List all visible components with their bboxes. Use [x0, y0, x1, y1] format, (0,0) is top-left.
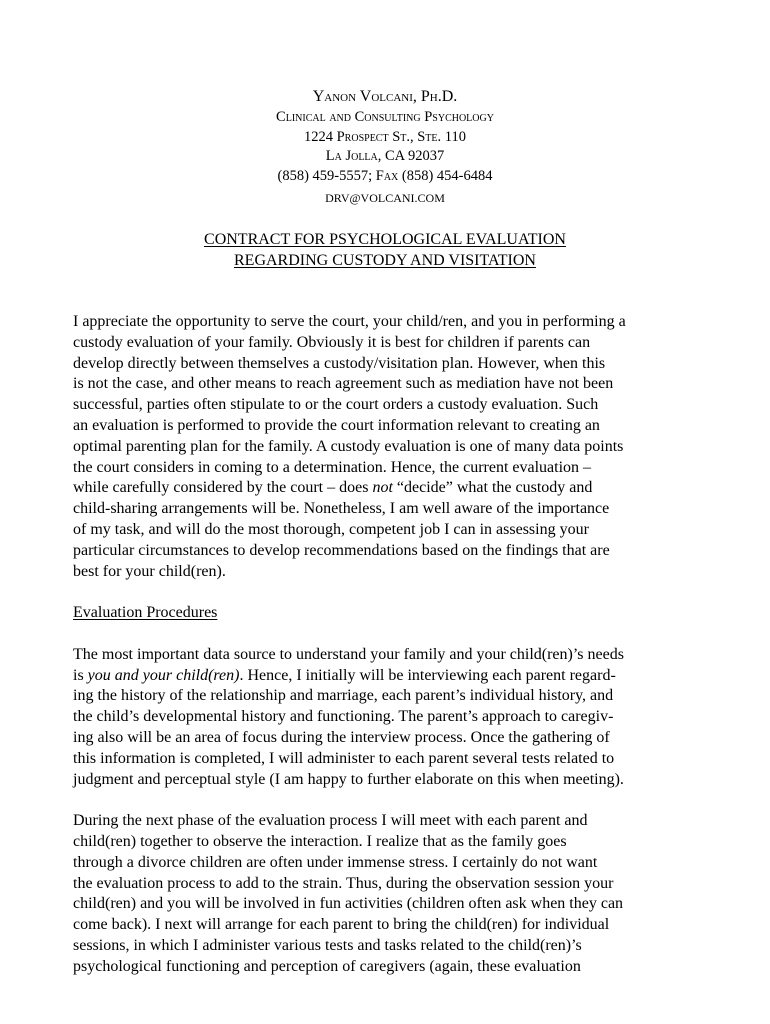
text-line: child-sharing arrangements will be. Nonetheless, I am well aware of the importance [73, 500, 610, 518]
text-line: custody evaluation of your family. Obviously it is best for children if parents can [73, 333, 591, 351]
city-address: La Jolla, CA 92037 [325, 148, 445, 164]
text-line: The most important data source to understand your family and your child(ren)’s needs [73, 645, 624, 663]
practice-name: Clinical and Consulting Psychology [276, 109, 494, 125]
street-address: 1224 Prospect St., Ste. 110 [303, 128, 466, 145]
emphasis-you-and-child: you and your child(ren) [87, 666, 240, 684]
text-line: ing the history of the relationship and marriage, each parent’s individual history, and [73, 687, 614, 705]
text-line: ing also will be an area of focus during the interview process. Once the gathering of [73, 728, 610, 746]
text-line: particular circumstances to develop recommendations based on the findings that are [73, 541, 610, 559]
document-body [73, 312, 693, 998]
text-line: through a divorce children are often under immense stress. I certainly do not want [73, 853, 598, 871]
observation-paragraph [73, 811, 693, 977]
intro-paragraph [73, 312, 693, 582]
text-line: of my task, and will do the most thorough, competent job I can in assessing your [73, 520, 589, 538]
section-heading-evaluation-procedures: Evaluation Procedures [73, 604, 218, 622]
text-line: child(ren) and you will be involved in fun activities (children often ask when they can [73, 895, 624, 913]
title-line-1: CONTRACT FOR PSYCHOLOGICAL EVALUATION [204, 231, 566, 248]
text-line: the evaluation process to add to the strain. Thus, during the observation session your [73, 874, 614, 892]
text-line: psychological functioning and perception of caregivers (again, these evaluation [73, 957, 581, 975]
text-line: I appreciate the opportunity to serve the court, your child/ren, and you in performing a [73, 313, 626, 330]
text-line: sessions, in which I administer various tests and tasks related to the child(ren)’s [73, 936, 582, 954]
text-line: develop directly between themselves a custody/visitation plan. However, when this [73, 354, 606, 372]
text-line: During the next phase of the evaluation process I will meet with each parent and [73, 812, 588, 830]
text-segment: . Hence, I initially will be interviewing each parent regard- [239, 666, 616, 684]
psychologist-name: Yanon Volcani, Ph.D. [312, 88, 458, 105]
text-line: this information is completed, I will administer to each parent several tests related to [73, 749, 615, 767]
text-line [73, 478, 693, 499]
text-line: judgment and perceptual style (I am happy to further elaborate on this when meeting). [73, 770, 624, 788]
title-line-2: REGARDING CUSTODY AND VISITATION [234, 252, 536, 269]
email-address: DRV@VOLCANI.COM [325, 191, 445, 205]
text-line: is not the case, and other means to reach agreement such as mediation have not been [73, 375, 614, 393]
text-line: best for your child(ren). [73, 562, 226, 580]
emphasis-not: not [372, 479, 393, 497]
text-line: the court considers in coming to a determination. Hence, the current evaluation – [73, 458, 592, 476]
text-line: come back). I next will arrange for each parent to bring the child(ren) for individual [73, 916, 610, 934]
text-segment: “decide” what the custody and [392, 479, 593, 497]
text-segment: while carefully considered by the court – does [73, 479, 373, 497]
contract-title [0, 229, 770, 271]
procedures-paragraph [73, 645, 693, 791]
text-line: an evaluation is performed to provide the court information relevant to creating an [73, 416, 600, 434]
text-line [73, 666, 693, 687]
text-line: child(ren) together to observe the interaction. I realize that as the family goes [73, 832, 567, 850]
text-line: the child’s developmental history and functioning. The parent’s approach to caregiv- [73, 708, 614, 726]
phone-fax: (858) 459-5557; Fax (858) 454-6484 [277, 167, 493, 184]
text-line: successful, parties often stipulate to or the court orders a custody evaluation. Such [73, 396, 599, 414]
letterhead [0, 86, 770, 209]
text-segment: is [73, 666, 88, 684]
text-line: optimal parenting plan for the family. A custody evaluation is one of many data points [73, 437, 624, 455]
